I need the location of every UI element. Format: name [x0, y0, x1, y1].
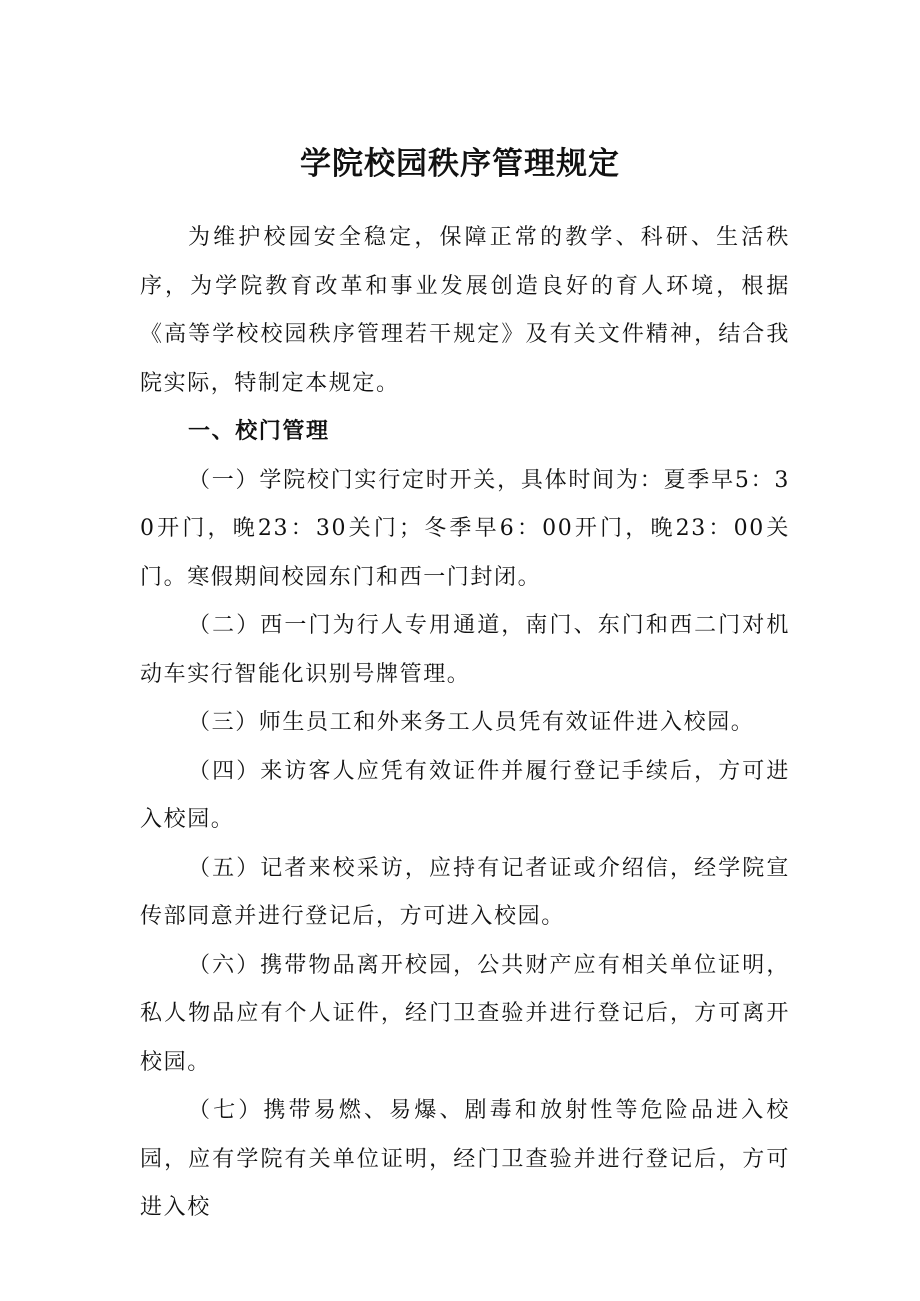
document-title: 学院校园秩序管理规定	[300, 146, 620, 182]
list-item: （六）携带物品离开校园，公共财产应有相关单位证明，私人物品应有个人证件，经门卫查验并进行登记后，方可离开校园。	[140, 952, 790, 1075]
list-item: （四）来访客人应凭有效证件并履行登记手续后，方可进入校园。	[140, 758, 790, 832]
intro-paragraph: 为维护校园安全稳定，保障正常的教学、科研、生活秩序，为学院教育改革和事业发展创造良好的育人环境，根据《高等学校校园秩序管理若干规定》及有关文件精神，结合我院实际，特制定本规定。	[140, 225, 790, 396]
section-heading: 一、校门管理	[188, 419, 330, 444]
list-item: （五）记者来校采访，应持有记者证或介绍信，经学院宣传部同意并进行登记后，方可进入校园。	[140, 855, 790, 929]
list-item: （一）学院校门实行定时开关，具体时间为：夏季早5：30开门，晚23：30关门；冬季早6：00开门，晚23：00关门。寒假期间校园东门和西一门封闭。	[140, 467, 790, 590]
list-item: （七）携带易燃、易爆、剧毒和放射性等危险品进入校园，应有学院有关单位证明，经门卫查验并进行登记后，方可进入校	[140, 1098, 790, 1220]
list-item: （二）西一门为行人专用通道，南门、东门和西二门对机动车实行智能化识别号牌管理。	[140, 613, 790, 687]
list-item: （三）师生员工和外来务工人员凭有效证件进入校园。	[188, 710, 755, 735]
document-body	[140, 214, 790, 1233]
